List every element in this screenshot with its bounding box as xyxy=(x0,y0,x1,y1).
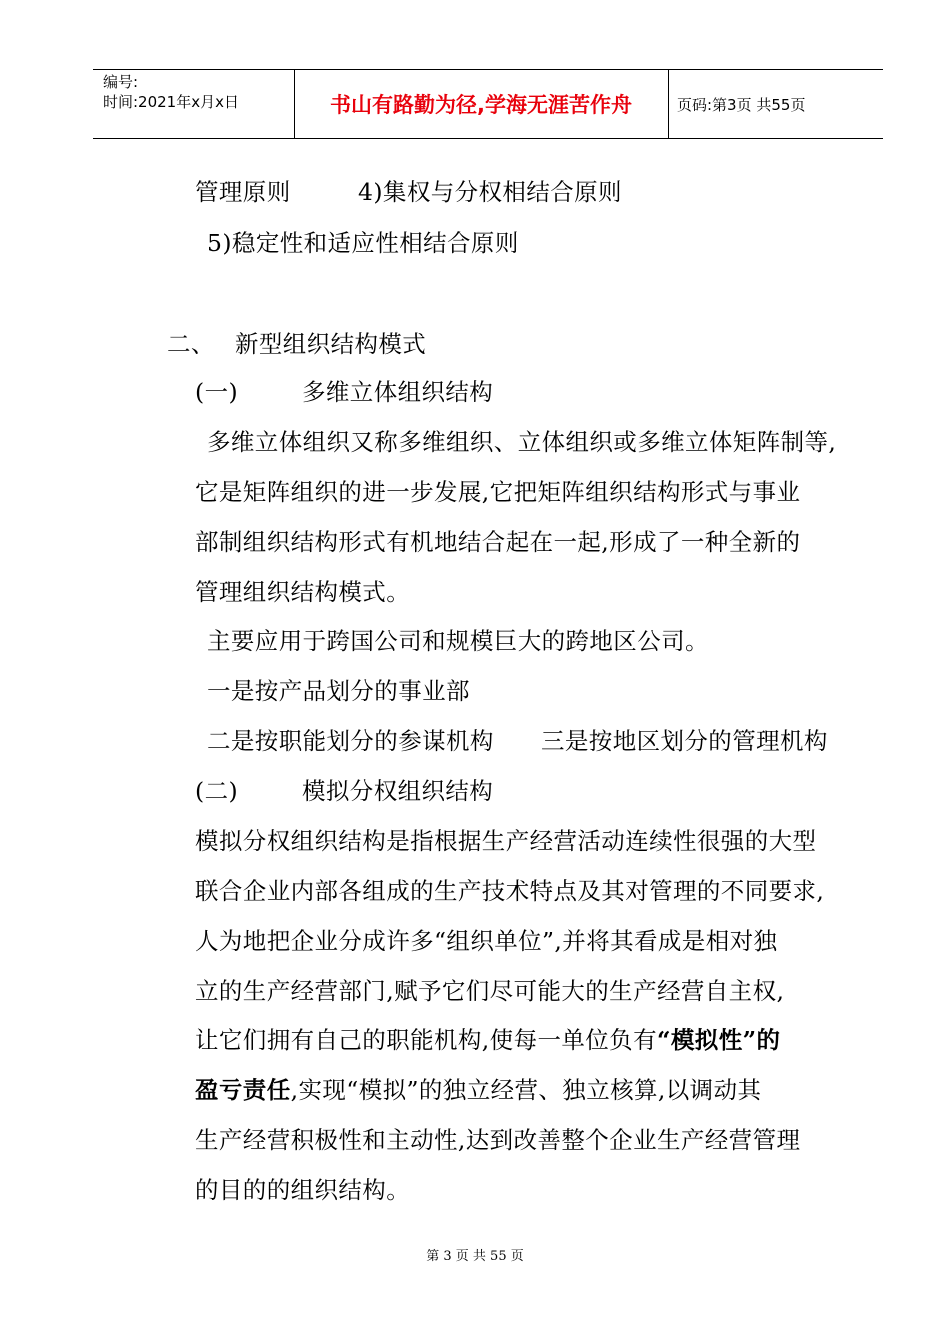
text-line: 生产经营积极性和主动性,达到改善整个企业生产经营管理 xyxy=(195,1126,801,1154)
header-page-number: 页码:第3页 共55页 xyxy=(677,95,806,114)
text-line: 的目的的组织结构。 xyxy=(195,1176,411,1204)
text-line: 二是按职能划分的参谋机构 xyxy=(207,727,494,755)
header-motto: 书山有路勤为径,学海无涯苦作舟 xyxy=(330,93,632,117)
subsection-heading: 模拟分权组织结构 xyxy=(302,777,494,805)
section-number: 二、 xyxy=(167,330,215,358)
header-meta xyxy=(103,72,293,112)
page-header xyxy=(93,69,883,139)
text-line xyxy=(195,1025,780,1055)
text-line: 部制组织结构形式有机地结合起在一起,形成了一种全新的 xyxy=(195,528,801,556)
section-heading: 新型组织结构模式 xyxy=(235,330,427,358)
subsection-heading: 多维立体组织结构 xyxy=(302,378,494,406)
text-line: 人为地把企业分成许多“组织单位”,并将其看成是相对独 xyxy=(195,927,778,955)
text-line: 多维立体组织又称多维组织、立体组织或多维立体矩阵制等, xyxy=(207,428,837,456)
text-line: 5)稳定性和适应性相结合原则 xyxy=(207,229,519,257)
bold-text: “模拟性”的 xyxy=(656,1026,781,1054)
header-divider-2 xyxy=(668,70,669,138)
text-line xyxy=(195,1075,761,1105)
text-span: 让它们拥有自己的职能机构,使每一单位负有 xyxy=(195,1026,657,1054)
text-line: 管理组织结构模式。 xyxy=(195,578,411,606)
text-span: ,实现“模拟”的独立经营、独立核算,以调动其 xyxy=(290,1076,762,1104)
text-line: 立的生产经营部门,赋予它们尽可能大的生产经营自主权, xyxy=(195,977,785,1005)
text-line: 一是按产品划分的事业部 xyxy=(207,677,470,705)
header-time: 时间:2021年x月x日 xyxy=(103,93,239,111)
subsection-number: (二) xyxy=(195,777,239,805)
text-line: 联合企业内部各组成的生产技术特点及其对管理的不同要求, xyxy=(195,877,825,905)
text-line: 三是按地区划分的管理机构 xyxy=(541,727,828,755)
text-line: 4)集权与分权相结合原则 xyxy=(358,178,622,206)
text-line: 模拟分权组织结构是指根据生产经营活动连续性很强的大型 xyxy=(195,827,817,855)
bold-text: 盈亏责任 xyxy=(195,1076,291,1104)
text-line: 管理原则 xyxy=(195,178,291,206)
text-line: 主要应用于跨国公司和规模巨大的跨地区公司。 xyxy=(207,627,709,655)
subsection-number: (一) xyxy=(195,378,239,406)
page-footer: 第 3 页 共 55 页 xyxy=(426,1249,524,1264)
header-number: 编号: xyxy=(103,73,139,91)
text-line: 它是矩阵组织的进一步发展,它把矩阵组织结构形式与事业 xyxy=(195,478,801,506)
